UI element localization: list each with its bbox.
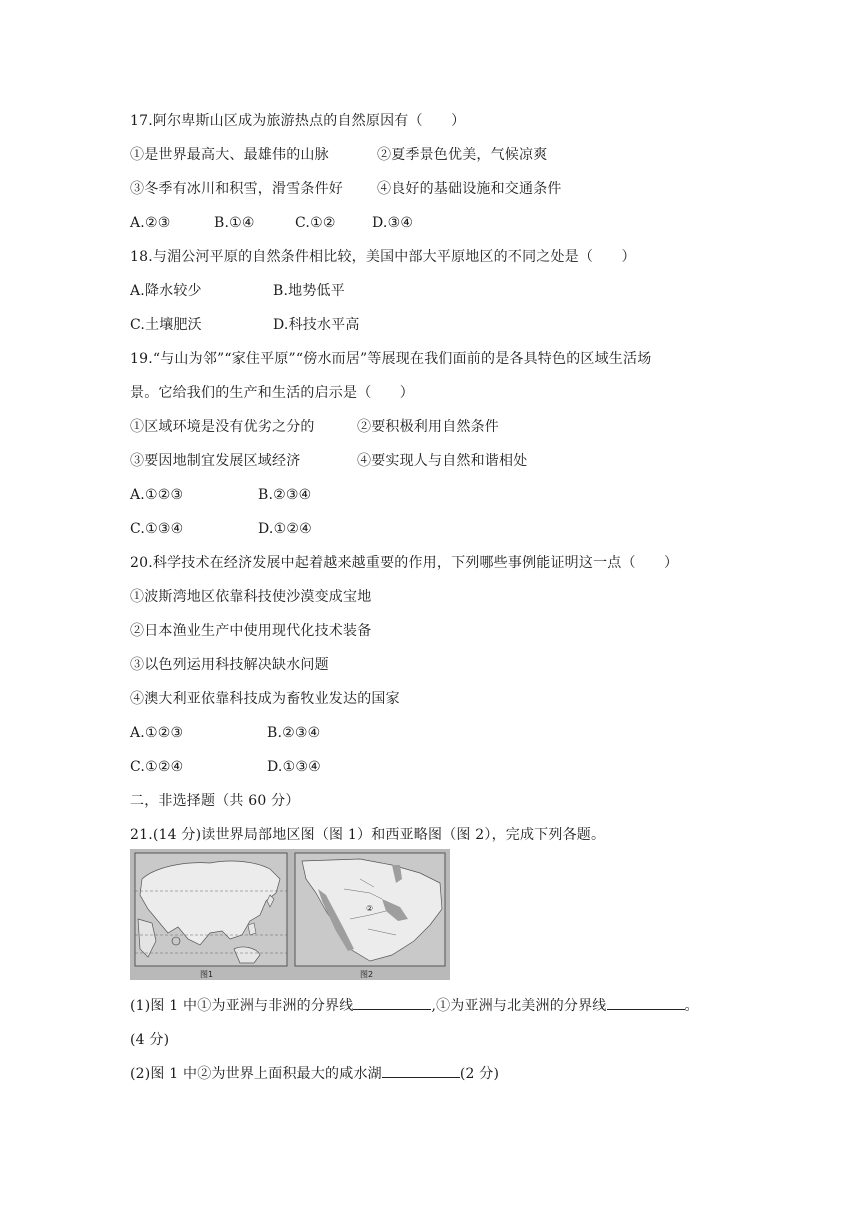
q17-choices — [130, 213, 414, 233]
q21-sub2-blank[interactable] — [382, 1064, 460, 1078]
q21-sub2-text: (2)图 1 中②为世界上面积最大的咸水湖 — [130, 1066, 382, 1082]
q17-option-1: ①是世界最高大、最雄伟的山脉 — [130, 147, 329, 163]
q20-choices-row2 — [130, 757, 321, 777]
q18-choice-b: B.地势低平 — [273, 283, 345, 299]
q19-option-4: ④要实现人与自然和谐相处 — [357, 453, 528, 469]
q19-options-row2 — [130, 451, 528, 471]
q19-choice-a: A.①②③ — [130, 487, 184, 503]
q21-map-svg — [130, 849, 450, 980]
q17-choice-a: A.②③ — [130, 215, 171, 231]
q17-option-2: ②夏季景色优美，气候凉爽 — [377, 147, 548, 163]
q18-choice-a: A.降水较少 — [130, 283, 202, 299]
q20-option-4: ④澳大利亚依靠科技成为畜牧业发达的国家 — [130, 691, 400, 707]
q21-map-figure — [130, 849, 450, 980]
map1-world-region — [135, 853, 287, 979]
q20-option-2: ②日本渔业生产中使用现代化技术装备 — [130, 623, 372, 639]
q20-choice-d: D.①③④ — [267, 759, 321, 775]
q20-choice-b: B.②③④ — [267, 725, 321, 741]
q20-choice-c: C.①②④ — [130, 759, 184, 775]
q19-option-1: ①区域环境是没有优劣之分的 — [130, 419, 315, 435]
q17-choice-b: B.①④ — [214, 215, 255, 231]
fig2-caption: 图2 — [360, 970, 374, 979]
q20-option-3: ③以色列运用科技解决缺水问题 — [130, 657, 329, 673]
q19-choices-row2 — [130, 519, 312, 539]
q18-choices-row2 — [130, 315, 360, 335]
q18-stem: 18.与湄公河平原的自然条件相比较，美国中部大平原地区的不同之处是（ ） — [130, 249, 636, 265]
q17-stem: 17.阿尔卑斯山区成为旅游热点的自然原因有（ ） — [130, 113, 466, 129]
q21-sub1 — [130, 996, 699, 1016]
q18-choice-d: D.科技水平高 — [273, 317, 360, 333]
fig2-marker: ② — [366, 904, 374, 913]
q19-choice-b: B.②③④ — [258, 487, 312, 503]
q17-choice-c: C.①② — [295, 215, 336, 231]
q19-options-row1 — [130, 417, 499, 437]
q18-choice-c: C.土壤肥沃 — [130, 317, 202, 333]
q21-sub1-end: 。 — [684, 998, 699, 1014]
q21-sub2-score: (2 分) — [459, 1066, 500, 1082]
q21-stem: 21.(14 分)读世界局部地区图（图 1）和西亚略图（图 2），完成下列各题。 — [130, 827, 606, 843]
q19-stem-line1: 19.“与山为邻”“家住平原”“傍水而居”等展现在我们面前的是各具特色的区域生活场 — [130, 351, 652, 367]
q19-option-3: ③要因地制宜发展区域经济 — [130, 453, 301, 469]
q21-sub1-text-b: ,①为亚洲与北美洲的分界线 — [431, 998, 607, 1014]
q21-sub1-text-a: (1)图 1 中①为亚洲与非洲的分界线 — [130, 998, 354, 1014]
fig1-caption: 图1 — [200, 970, 214, 979]
q17-option-4: ④良好的基础设施和交通条件 — [377, 181, 562, 197]
q20-option-1: ①波斯湾地区依靠科技使沙漠变成宝地 — [130, 589, 372, 605]
q18-choices-row1 — [130, 281, 345, 301]
q17-choice-d: D.③④ — [372, 215, 414, 231]
q21-sub1-blank-2[interactable] — [607, 996, 685, 1010]
q19-choice-d: D.①②④ — [258, 521, 312, 537]
q21-sub1-score: (4 分) — [130, 1032, 170, 1048]
q20-stem: 20.科学技术在经济发展中起着越来越重要的作用，下列哪些事例能证明这一点（ ） — [130, 555, 679, 571]
q19-choice-c: C.①③④ — [130, 521, 184, 537]
q21-sub2 — [130, 1064, 499, 1084]
section2-heading: 二，非选择题（共 60 分） — [130, 793, 300, 809]
q17-option-3: ③冬季有冰川和积雪，滑雪条件好 — [130, 181, 343, 197]
q19-stem-line2: 景。它给我们的生产和生活的启示是（ ） — [130, 385, 414, 401]
q17-options-row1 — [130, 145, 548, 165]
q21-sub1-blank-1[interactable] — [353, 996, 431, 1010]
q20-choices-row1 — [130, 723, 321, 743]
q20-choice-a: A.①②③ — [130, 725, 184, 741]
map2-west-asia — [295, 853, 445, 979]
q17-options-row2 — [130, 179, 562, 199]
q19-choices-row1 — [130, 485, 312, 505]
q19-option-2: ②要积极利用自然条件 — [357, 419, 499, 435]
